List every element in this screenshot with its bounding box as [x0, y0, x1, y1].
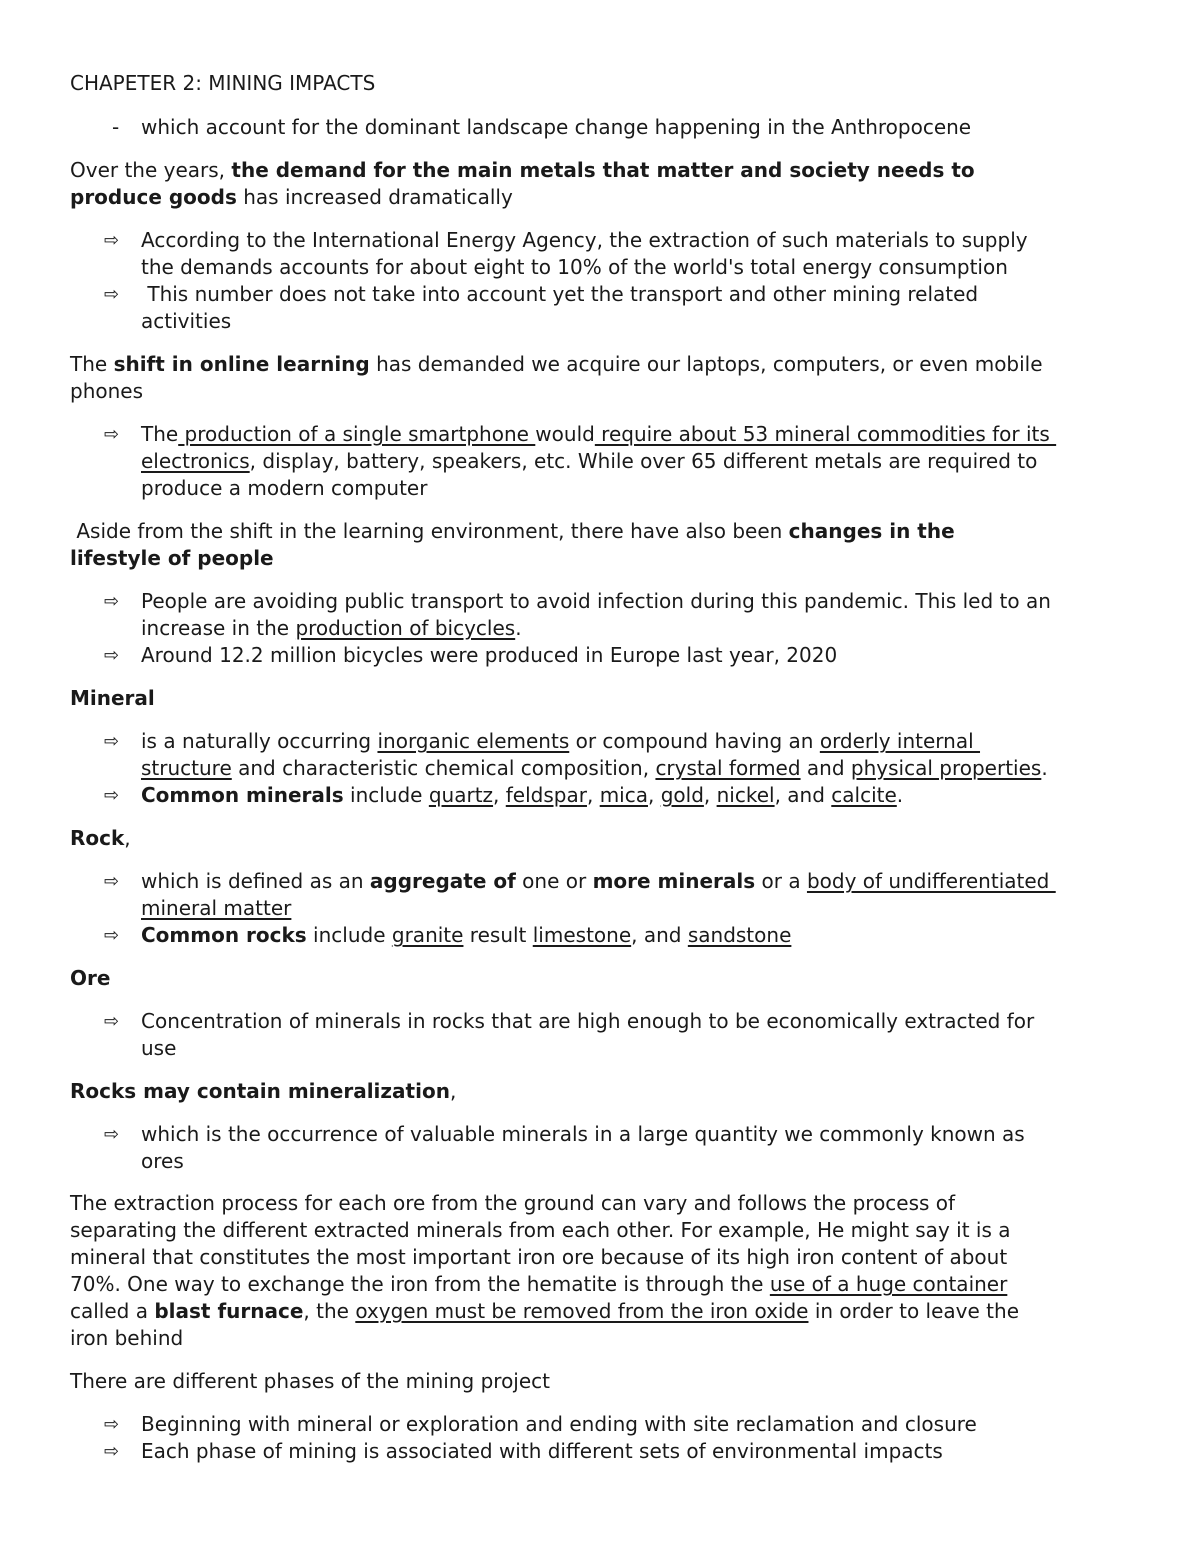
bold-text: blast furnace	[154, 1299, 304, 1323]
text: one or	[515, 869, 593, 893]
arrow-bullet-icon: ⇨	[104, 591, 120, 612]
underlined-text: mineral matter	[141, 896, 292, 920]
underlined-text: electronics	[141, 449, 250, 473]
underlined-text: limestone	[532, 923, 632, 947]
text: in order to leave the	[808, 1299, 1019, 1323]
underlined-text: granite	[391, 923, 464, 947]
arrow-bullet-icon: ⇨	[104, 925, 120, 946]
online-item-line-2	[141, 448, 1037, 475]
rock-item-2	[141, 922, 791, 949]
text: .	[1041, 756, 1048, 780]
lifestyle-item-1-line-1: People are avoiding public transport to avoid infection during this pandemic. This led to an	[141, 589, 1051, 613]
lifestyle-item-1-line-2	[141, 615, 522, 642]
ore-item-line-2: use	[141, 1036, 177, 1060]
underlined-text: mica	[599, 783, 648, 807]
text: Aside from the shift in the learning environment, there have also been	[70, 519, 789, 543]
underlined-text: quartz	[428, 783, 494, 807]
underlined-text: physical properties	[850, 756, 1042, 780]
arrow-bullet-icon: ⇨	[104, 230, 120, 251]
bold-text: Rocks may contain mineralization	[70, 1079, 450, 1103]
demand-paragraph-line-2	[70, 184, 513, 211]
extraction-paragraph-line-4	[70, 1271, 1007, 1298]
bold-text: produce goods	[70, 185, 237, 209]
extraction-paragraph-line-6: iron behind	[70, 1326, 184, 1350]
text: has demanded we acquire our laptops, computers, or even mobile	[369, 352, 1043, 376]
text: ,	[449, 1079, 457, 1103]
arrow-bullet-icon: ⇨	[104, 1414, 120, 1435]
online-paragraph-line-1	[70, 351, 1043, 378]
text: result	[463, 923, 533, 947]
text: called a	[70, 1299, 155, 1323]
online-item-line-1	[141, 421, 1056, 448]
mineral-item-1-line-1	[141, 728, 980, 755]
arrow-bullet-icon: ⇨	[104, 1011, 120, 1032]
lifestyle-paragraph-line-2: lifestyle of people	[70, 546, 274, 570]
demand-paragraph-line-1	[70, 157, 975, 184]
bold-text: shift in online learning	[113, 352, 370, 376]
text: , the	[303, 1299, 356, 1323]
arrow-bullet-icon: ⇨	[104, 1441, 120, 1462]
underlined-text: orderly internal	[819, 729, 981, 753]
text: ,	[124, 826, 131, 850]
rock-heading	[70, 825, 131, 852]
bold-text: the demand for the main metals that matter and society needs to	[231, 158, 975, 182]
text: The	[141, 422, 179, 446]
ore-heading: Ore	[70, 966, 111, 990]
extraction-paragraph-line-1: The extraction process for each ore from the ground can vary and follows the process of	[70, 1191, 956, 1215]
bold-text: Rock	[70, 826, 125, 850]
extraction-paragraph-line-3: mineral that constitutes the most important iron ore because of its high iron content of about	[70, 1245, 1008, 1269]
text: increase in the	[141, 616, 296, 640]
bold-text: changes in the	[788, 519, 955, 543]
arrow-bullet-icon: ⇨	[104, 785, 120, 806]
ore-item-line-1: Concentration of minerals in rocks that are high enough to be economically extracted for	[141, 1009, 1035, 1033]
demand-item-1-line-2: the demands accounts for about eight to 10% of the world's total energy consumption	[141, 255, 1008, 279]
mineral-item-1-line-2	[141, 755, 1048, 782]
demand-item-2-line-1: This number does not take into account yet the transport and other mining related	[141, 282, 979, 306]
arrow-bullet-icon: ⇨	[104, 424, 120, 445]
mineralization-heading	[70, 1078, 456, 1105]
phases-item-2: Each phase of mining is associated with different sets of environmental impacts	[141, 1439, 943, 1463]
text: or compound having an	[569, 729, 820, 753]
demand-item-2-line-2: activities	[141, 309, 232, 333]
bold-text: Common minerals	[141, 783, 344, 807]
text: or a	[755, 869, 807, 893]
arrow-bullet-icon: ⇨	[104, 284, 120, 305]
extraction-paragraph-line-2: separating the different extracted minerals from each other. For example, He might say it is a	[70, 1218, 1011, 1242]
text: include	[306, 923, 392, 947]
arrow-bullet-icon: ⇨	[104, 871, 120, 892]
text: has increased dramatically	[236, 185, 513, 209]
rock-item-1-line-1	[141, 868, 1056, 895]
chapter-title: CHAPETER 2: MINING IMPACTS	[70, 71, 376, 95]
text: ,	[493, 783, 506, 807]
underlined-text: production of bicycles	[295, 616, 516, 640]
underlined-text: production of a single smartphone	[178, 422, 536, 446]
underlined-text: use of a huge container	[769, 1272, 1008, 1296]
text: and	[800, 756, 851, 780]
text: , and	[774, 783, 832, 807]
underlined-text: oxygen must be removed from the iron oxide	[355, 1299, 809, 1323]
text: .	[896, 783, 904, 807]
underlined-text: nickel	[716, 783, 775, 807]
phases-paragraph: There are different phases of the mining project	[70, 1369, 550, 1393]
text: ,	[586, 783, 600, 807]
underlined-text: calcite	[831, 783, 897, 807]
rock-item-1-line-2	[141, 895, 291, 922]
lifestyle-item-2: Around 12.2 million bicycles were produced in Europe last year, 2020	[141, 643, 838, 667]
text: is a naturally occurring	[141, 729, 378, 753]
underlined-text: sandstone	[687, 923, 792, 947]
extraction-paragraph-line-5	[70, 1298, 1019, 1325]
arrow-bullet-icon: ⇨	[104, 731, 120, 752]
phases-item-1: Beginning with mineral or exploration and ending with site reclamation and closure	[141, 1412, 977, 1436]
text: which is defined as an	[141, 869, 370, 893]
online-paragraph-line-2: phones	[70, 379, 144, 403]
text: Over the years,	[70, 158, 232, 182]
underlined-text: structure	[141, 756, 232, 780]
text: include	[343, 783, 429, 807]
underlined-text: gold	[660, 783, 704, 807]
underlined-text: require about 53 mineral commodities for its	[594, 422, 1057, 446]
bold-text: Common rocks	[141, 923, 307, 947]
text: and characteristic chemical composition,	[231, 756, 656, 780]
text: , and	[631, 923, 688, 947]
arrow-bullet-icon: ⇨	[104, 645, 120, 666]
mineralization-item-line-1: which is the occurrence of valuable minerals in a large quantity we commonly known as	[141, 1122, 1025, 1146]
text: The	[70, 352, 114, 376]
underlined-text: inorganic elements	[377, 729, 570, 753]
underlined-text: feldspar	[505, 783, 587, 807]
online-item-line-3: produce a modern computer	[141, 476, 428, 500]
text: , display, battery, speakers, etc. While over 65 different metals are required to	[249, 449, 1038, 473]
underlined-text: body of undifferentiated	[806, 869, 1056, 893]
mineralization-item-line-2: ores	[141, 1149, 184, 1173]
demand-item-1-line-1: According to the International Energy Agency, the extraction of such materials to supply	[141, 228, 1028, 252]
text: would	[535, 422, 595, 446]
bold-text: aggregate of	[369, 869, 516, 893]
text: .	[515, 616, 522, 640]
arrow-bullet-icon: ⇨	[104, 1124, 120, 1145]
intro-list-item: which account for the dominant landscape change happening in the Anthropocene	[141, 115, 972, 139]
mineral-heading: Mineral	[70, 686, 155, 710]
text: 70%. One way to exchange the iron from the hematite is through the	[70, 1272, 770, 1296]
bold-text: more minerals	[592, 869, 756, 893]
mineral-item-2	[141, 782, 903, 809]
text: ,	[647, 783, 661, 807]
lifestyle-paragraph-line-1	[70, 518, 955, 545]
dash-bullet: -	[112, 115, 120, 139]
text: ,	[703, 783, 717, 807]
underlined-text: crystal formed	[655, 756, 801, 780]
